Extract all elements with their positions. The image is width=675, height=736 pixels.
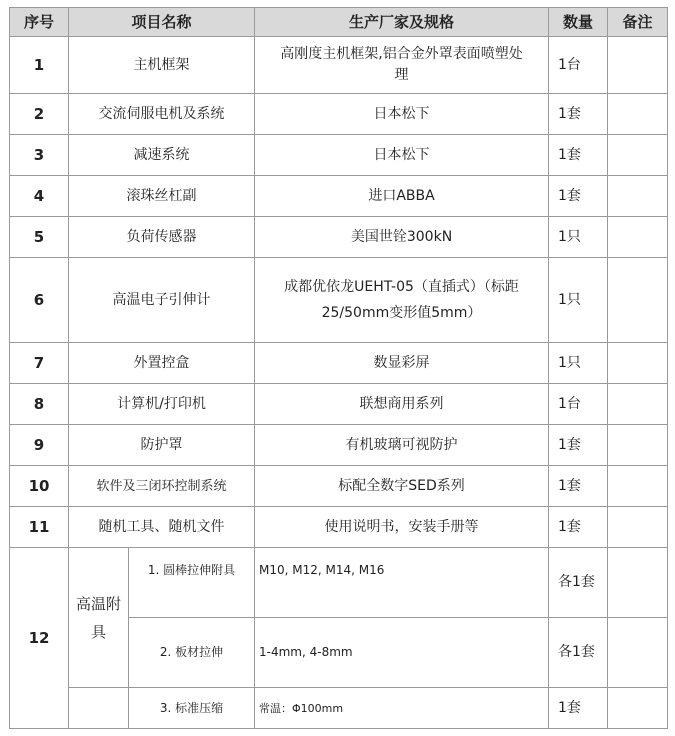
equipment-table [9, 7, 668, 729]
row-qty: 1套 [549, 425, 608, 466]
row-no: 10 [10, 466, 69, 507]
group-label: 高温附具 [69, 548, 129, 688]
table-row [10, 37, 668, 94]
header-no: 序号 [10, 8, 69, 37]
table-row [10, 94, 668, 135]
row-spec: 标配全数字SED系列 [255, 466, 549, 507]
row-name: 高温电子引伸计 [69, 258, 255, 343]
table-row [10, 384, 668, 425]
row-note [608, 135, 668, 176]
row-name: 减速系统 [69, 135, 255, 176]
row-qty: 1套 [549, 176, 608, 217]
row-qty: 1只 [549, 343, 608, 384]
row-qty: 1套 [549, 466, 608, 507]
row-spec: 常温：Φ100mm [255, 688, 549, 729]
row-qty: 1只 [549, 217, 608, 258]
row-name: 随机工具、随机文件 [69, 507, 255, 548]
row-no: 4 [10, 176, 69, 217]
row-qty: 1套 [549, 688, 608, 729]
row-no: 11 [10, 507, 69, 548]
table-row [10, 217, 668, 258]
row-spec: 成都优依龙UEHT-05（直插式）（标距25/50mm变形值5mm） [255, 258, 549, 343]
row-no: 12 [10, 548, 69, 729]
row-spec: 美国世铨300kN [255, 217, 549, 258]
row-spec: 日本松下 [255, 94, 549, 135]
row-name: 软件及三闭环控制系统 [69, 466, 255, 507]
table-row [10, 343, 668, 384]
row-no: 6 [10, 258, 69, 343]
row-note [608, 258, 668, 343]
row-no: 8 [10, 384, 69, 425]
row-no: 7 [10, 343, 69, 384]
row-note [608, 507, 668, 548]
row-note [608, 548, 668, 618]
row-note [608, 176, 668, 217]
row-qty: 1套 [549, 94, 608, 135]
row-name: 主机框架 [69, 37, 255, 94]
row-no: 5 [10, 217, 69, 258]
row-note [608, 94, 668, 135]
row-name: 外置控盒 [69, 343, 255, 384]
row-spec: 日本松下 [255, 135, 549, 176]
row-qty: 1台 [549, 384, 608, 425]
row-qty: 各1套 [549, 548, 608, 618]
row-qty: 各1套 [549, 618, 608, 688]
row-name: 防护罩 [69, 425, 255, 466]
row-name: 负荷传感器 [69, 217, 255, 258]
row-spec: 1-4mm, 4-8mm [255, 618, 549, 688]
row-spec: 数显彩屏 [255, 343, 549, 384]
row-name: 滚珠丝杠副 [69, 176, 255, 217]
row-note [608, 466, 668, 507]
row-no: 9 [10, 425, 69, 466]
table-row [10, 135, 668, 176]
header-spec: 生产厂家及规格 [255, 8, 549, 37]
row-note [608, 688, 668, 729]
table-row [10, 176, 668, 217]
table-header-row [10, 8, 668, 37]
group-empty-cell [69, 688, 129, 729]
row-note [608, 384, 668, 425]
row-note [608, 217, 668, 258]
header-note: 备注 [608, 8, 668, 37]
row-name: 1. 圆棒拉伸附具 [129, 548, 255, 618]
row-spec: 进口ABBA [255, 176, 549, 217]
row-note [608, 425, 668, 466]
table-row [10, 466, 668, 507]
table-row [10, 688, 668, 729]
row-spec: 使用说明书，安装手册等 [255, 507, 549, 548]
row-no: 3 [10, 135, 69, 176]
row-qty: 1台 [549, 37, 608, 94]
header-item-name: 项目名称 [69, 8, 255, 37]
row-name: 计算机/打印机 [69, 384, 255, 425]
row-spec: 有机玻璃可视防护 [255, 425, 549, 466]
table-row [10, 425, 668, 466]
header-qty: 数量 [549, 8, 608, 37]
row-qty: 1只 [549, 258, 608, 343]
row-qty: 1套 [549, 135, 608, 176]
table-row [10, 258, 668, 343]
row-note [608, 343, 668, 384]
row-spec: 高刚度主机框架,铝合金外罩表面喷塑处理 [255, 37, 549, 94]
row-note [608, 618, 668, 688]
row-note [608, 37, 668, 94]
row-no: 1 [10, 37, 69, 94]
row-spec: 联想商用系列 [255, 384, 549, 425]
row-spec: M10, M12, M14, M16 [255, 548, 549, 618]
row-name: 2. 板材拉伸 [129, 618, 255, 688]
row-name: 交流伺服电机及系统 [69, 94, 255, 135]
table-row [10, 548, 668, 618]
row-qty: 1套 [549, 507, 608, 548]
table-row [10, 507, 668, 548]
row-name: 3. 标准压缩 [129, 688, 255, 729]
row-no: 2 [10, 94, 69, 135]
